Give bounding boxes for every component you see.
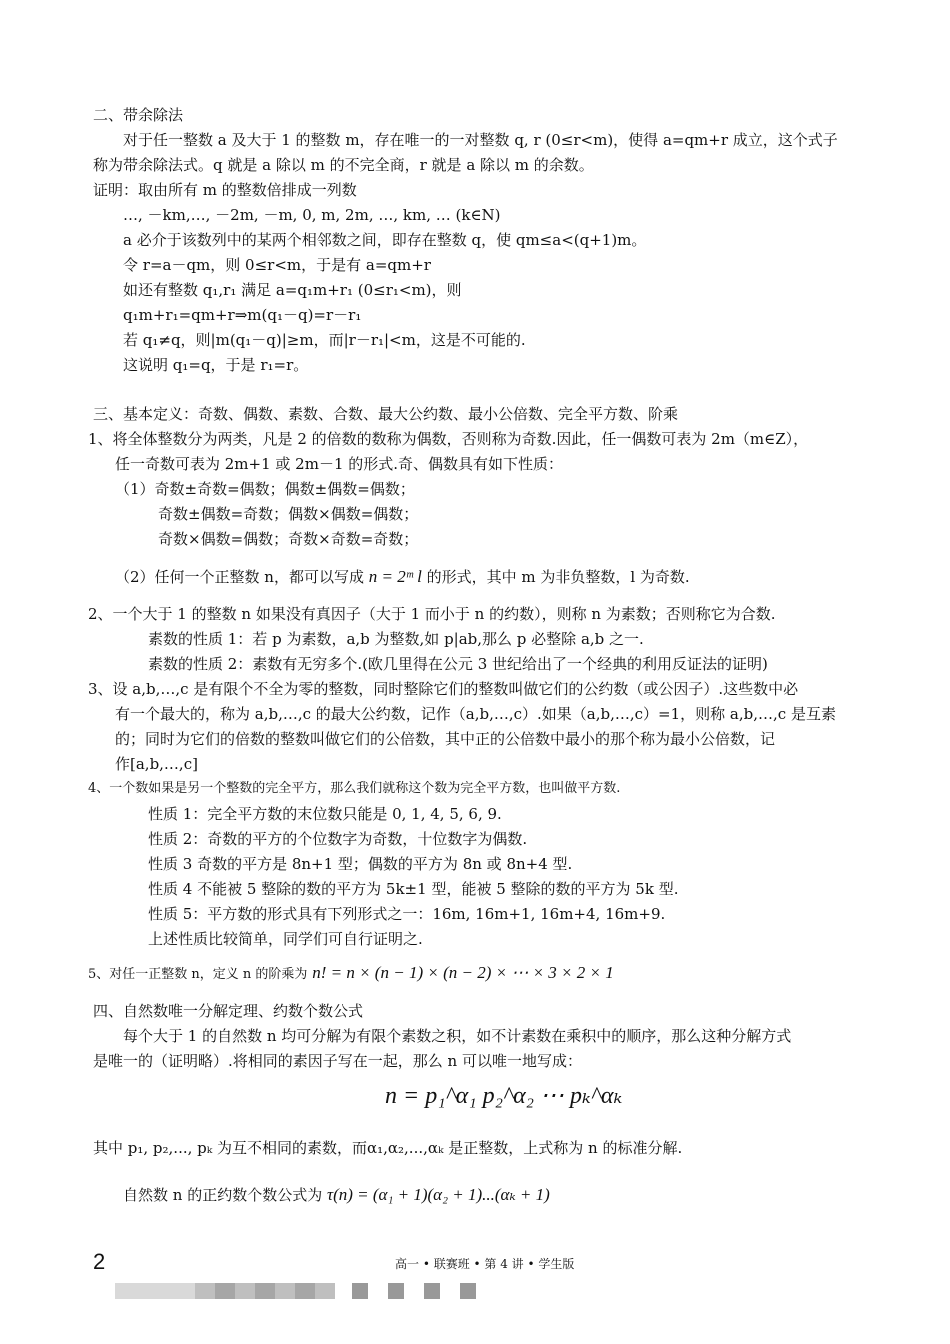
proof-line: 令 r=a－qm，则 0≤r<m，于是有 a=qm+r — [123, 256, 431, 274]
page-number: 2 — [93, 1249, 106, 1274]
proof-line: 这说明 q₁=q，于是 r₁=r。 — [123, 356, 309, 374]
footer-square — [460, 1283, 476, 1299]
item-3-line: 的；同时为它们的倍数的整数叫做它们的公倍数，其中正的公倍数中最小的那个称为最小公倍数，记 — [115, 730, 776, 748]
item-3-line: 有一个最大的，称为 a,b,…,c 的最大公约数，记作（a,b,…,c）.如果（a,b,…,c）=1，则称 a,b,…,c 是互素 — [115, 705, 836, 723]
proof-line: q₁m+r₁=qm+r⇒m(q₁－q)=r－r₁ — [123, 306, 362, 324]
paragraph: 其中 p₁, p₂,..., pₖ 为互不相同的素数，而α₁,α₂,...,αₖ 是正整数，上式称为 n 的标准分解. — [93, 1139, 683, 1157]
item-3-line: 3、设 a,b,…,c 是有限个不全为零的整数，同时整除它们的整数叫做它们的公约数（或公因子）.这些数中必 — [88, 680, 799, 698]
item-2-line: 2、一个大于 1 的整数 n 如果没有真因子（大于 1 而小于 n 的约数），则称 n 为素数；否则称它为合数. — [88, 605, 776, 623]
divisor-count-line — [123, 1184, 550, 1206]
factorial-formula: n! = n × (n − 1) × (n − 2) × ⋯ × 3 × 2 × 1 — [312, 963, 614, 982]
paragraph: 是唯一的（证明略）.将相同的素因子写在一起，那么 n 可以唯一地写成： — [93, 1052, 582, 1070]
proof-line: a 必介于该数列中的某两个相邻数之间，即存在整数 q，使 qm≤a<(q+1)m。 — [123, 231, 647, 249]
paragraph: 对于任一整数 a 及大于 1 的整数 m，存在唯一的一对整数 q, r (0≤r<m)，使得 a=qm+r 成立，这个式子 — [123, 131, 838, 149]
footer-bar — [115, 1283, 195, 1299]
math-expression: n = 2ᵐ l — [368, 567, 422, 586]
item-4-line: 性质 2：奇数的平方的个位数字为奇数，十位数字为偶数. — [148, 830, 528, 848]
footer-bar — [315, 1283, 335, 1299]
item-1-line — [115, 566, 690, 588]
item-1-line: 任一奇数可表为 2m+1 或 2m－1 的形式.奇、偶数具有如下性质： — [115, 455, 564, 473]
proof-line: 如还有整数 q₁,r₁ 满足 a=q₁m+r₁ (0≤r₁<m)，则 — [123, 281, 462, 299]
paragraph: 每个大于 1 的自然数 n 均可分解为有限个素数之积，如不计素数在乘积中的顺序，那么这种分解方式 — [123, 1027, 792, 1045]
item-2-line: 素数的性质 1：若 p 为素数，a,b 为整数,如 p|ab,那么 p 必整除 a,b 之一. — [148, 630, 644, 648]
item-1-line: （1）奇数±奇数=偶数；偶数±偶数=偶数； — [115, 480, 415, 498]
footer-text: 高一 • 联赛班 • 第 4 讲 • 学生版 — [395, 1257, 575, 1271]
paragraph: 称为带余除法式。q 就是 a 除以 m 的不完全商，r 就是 a 除以 m 的余数。 — [93, 156, 594, 174]
item-5-line — [88, 962, 614, 986]
text: （2）任何一个正整数 n，都可以写成 — [115, 568, 364, 586]
item-1-line: 奇数±偶数=奇数；偶数×偶数=偶数； — [158, 505, 419, 523]
section-2-heading: 二、带余除法 — [93, 106, 184, 124]
item-4-line: 上述性质比较简单，同学们可自行证明之. — [148, 930, 423, 948]
footer-bar — [195, 1283, 215, 1299]
footer-bar — [235, 1283, 255, 1299]
footer-square — [352, 1283, 368, 1299]
text: 的形式，其中 m 为非负整数，l 为奇数. — [426, 568, 690, 586]
item-4-line: 性质 1：完全平方数的末位数只能是 0, 1, 4, 5, 6, 9. — [148, 805, 502, 823]
item-4-line: 性质 4 不能被 5 整除的数的平方为 5k±1 型，能被 5 整除的数的平方为 5k 型. — [148, 880, 679, 898]
footer-square — [424, 1283, 440, 1299]
footer-bar — [255, 1283, 275, 1299]
footer-bar — [295, 1283, 315, 1299]
item-2-line: 素数的性质 2：素数有无穷多个.(欧几里得在公元 3 世纪给出了一个经典的利用反证法的证明) — [148, 655, 768, 673]
item-4-line: 性质 5：平方数的形式具有下列形式之一：16m, 16m+1, 16m+4, 16m+9. — [148, 905, 666, 923]
divisor-count-formula: τ(n) = (α₁ + 1)(α₂ + 1)...(αₖ + 1) — [326, 1185, 550, 1204]
factorization-formula: n = p₁^α₁ p₂^α₂ ⋯ pₖ^αₖ — [385, 1083, 623, 1109]
text: 自然数 n 的正约数个数公式为 — [123, 1186, 323, 1204]
item-3-line: 作[a,b,…,c] — [115, 755, 198, 773]
proof-line: …, －km,…, －2m, －m, 0, m, 2m, …, km, … (k∈N) — [123, 206, 501, 224]
item-4-line: 性质 3 奇数的平方是 8n+1 型；偶数的平方为 8n 或 8n+4 型. — [148, 855, 573, 873]
footer-bar — [275, 1283, 295, 1299]
footer-square — [388, 1283, 404, 1299]
item-1-line: 1、将全体整数分为两类，凡是 2 的倍数的数称为偶数，否则称为奇数.因此，任一偶数可表为 2m（m∈Z）， — [88, 430, 809, 448]
proof-line: 证明：取由所有 m 的整数倍排成一列数 — [93, 181, 357, 199]
item-4-line: 4、一个数如果是另一个整数的完全平方，那么我们就称这个数为完全平方数，也叫做平方数. — [88, 781, 621, 796]
text: 5、对任一正整数 n，定义 n 的阶乘为 — [88, 967, 308, 982]
section-3-heading: 三、基本定义：奇数、偶数、素数、合数、最大公约数、最小公倍数、完全平方数、阶乘 — [93, 405, 679, 423]
proof-line: 若 q₁≠q，则|m(q₁－q)|≥m，而|r－r₁|<m，这是不可能的. — [123, 331, 526, 349]
section-4-heading: 四、自然数唯一分解定理、约数个数公式 — [93, 1002, 364, 1020]
item-1-line: 奇数×偶数=偶数；奇数×奇数=奇数； — [158, 530, 419, 548]
footer-bar — [215, 1283, 235, 1299]
